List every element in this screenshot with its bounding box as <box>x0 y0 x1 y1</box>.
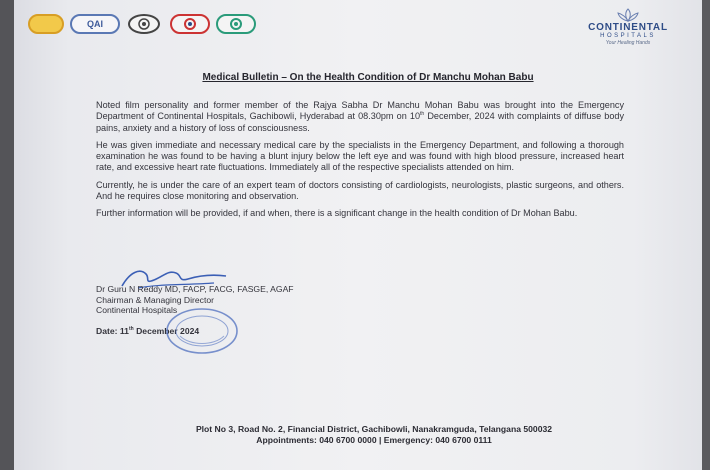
paragraph-4: Further information will be provided, if and when, there is a significant change in the health condition of Dr Mohan Babu. <box>96 208 578 219</box>
signatory-org: Continental Hospitals <box>96 305 178 316</box>
qai-logo-icon: QAI <box>70 14 120 34</box>
paragraph-1: Noted film personality and former member of the Rajya Sabha Dr Manchu Mohan Babu was brought into the Emergency Department of Continental Hospitals, Gachibowli, Hyderabad at 08.30pm on 10th December, 2024 with complaints of diffuse body pains, anxiety and a history of loss of consciousness. <box>96 100 624 133</box>
continental-brand-logo <box>568 8 688 47</box>
photo-background-left <box>0 0 14 470</box>
seal-logo-icon <box>128 14 160 34</box>
paragraph-3: Currently, he is under the care of an expert team of doctors consisting of cardiologists, neurologists, plastic surgeons, and others. And he requires close monitoring and observation. <box>96 179 624 202</box>
bulletin-title: Medical Bulletin – On the Health Condition of Dr Manchu Mohan Babu <box>202 72 534 83</box>
red-ring-logo-icon <box>170 14 210 34</box>
signatory-block <box>96 284 416 316</box>
brand-sub: HOSPITALS <box>600 33 656 39</box>
footer-contacts: Appointments: 040 6700 0000 | Emergency: 040 6700 0111 <box>256 435 492 445</box>
paragraph-2: He was given immediate and necessary medical care by the specialists in the Emergency Department, and following a thorough examination he was found to be having a blunt injury below the left eye and was found with high blood pressure, increased heart rate, and excessive heart rate fluctuations. Immediately all of the respective specialists attended on him. <box>96 139 624 173</box>
bulletin-body <box>96 100 624 226</box>
photo-background-right <box>702 0 710 470</box>
bulletin-date: Date: 11th December 2024 <box>96 326 200 336</box>
brand-name: CONTINENTAL <box>588 22 668 33</box>
brand-tagline: Your Healing Hands <box>605 40 651 46</box>
hospital-stamp-icon <box>164 306 240 356</box>
footer-address: Plot No 3, Road No. 2, Financial District, Gachibowli, Nanakramguda, Telangana 500032 <box>195 424 553 434</box>
letter-sheet <box>14 0 702 470</box>
green-ring-logo-icon <box>216 14 256 34</box>
signatory-name: Dr Guru N Reddy MD, FACP, FACG, FASGE, AGAF <box>96 284 294 294</box>
footer <box>134 424 614 446</box>
lotus-icon <box>615 8 641 22</box>
signatory-role: Chairman & Managing Director <box>96 294 214 305</box>
accreditation-logo-gold-icon <box>28 14 64 34</box>
